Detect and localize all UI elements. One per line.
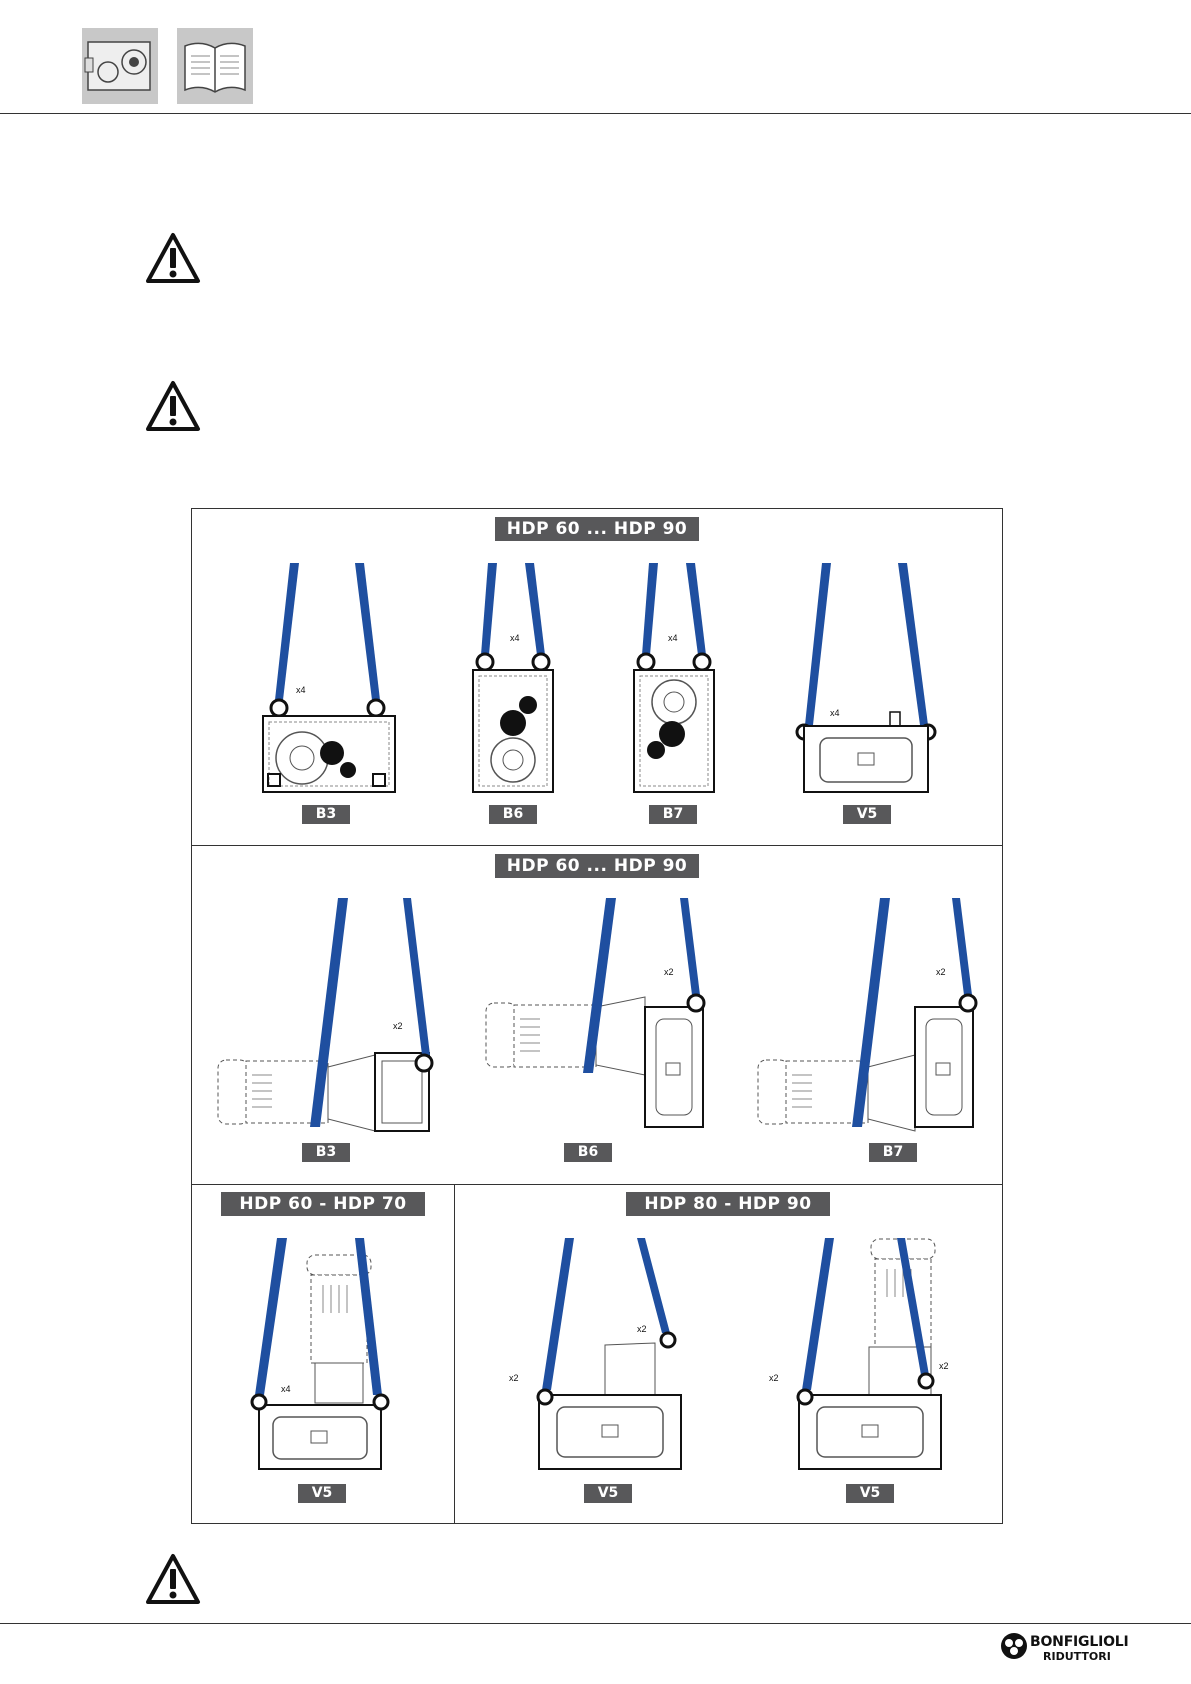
brand-subtitle: RIDUTTORI <box>1043 1650 1111 1663</box>
svg-text:x2: x2 <box>637 1324 647 1334</box>
gearmotor-b7-drawing <box>752 895 992 1135</box>
gearmotor-v5-hdp80-90-drawing <box>765 1235 955 1475</box>
mounting-position-label: B7 <box>649 805 697 824</box>
mounting-position-label: V5 <box>846 1484 894 1503</box>
gearmotor-b6-drawing <box>480 895 720 1135</box>
svg-text:x4: x4 <box>281 1384 291 1394</box>
section-title: HDP 60 ... HDP 90 <box>495 854 699 878</box>
bonfiglioli-logo-icon <box>1000 1632 1028 1660</box>
mounting-position-label: B3 <box>302 805 350 824</box>
section-title: HDP 80 - HDP 90 <box>626 1192 830 1216</box>
manual-book-icon <box>177 28 253 104</box>
svg-text:x2: x2 <box>939 1361 949 1371</box>
svg-text:x2: x2 <box>509 1373 519 1383</box>
gearbox-icon <box>82 28 158 104</box>
gearbox-b7-drawing <box>626 560 726 800</box>
section-title: HDP 60 ... HDP 90 <box>495 517 699 541</box>
gearbox-b6-drawing <box>465 560 565 800</box>
svg-text:x4: x4 <box>830 708 840 718</box>
mounting-position-label: V5 <box>843 805 891 824</box>
svg-text:x4: x4 <box>668 633 678 643</box>
mounting-position-label: B7 <box>869 1143 917 1162</box>
header-rule <box>0 113 1191 114</box>
svg-text:x2: x2 <box>393 1021 403 1031</box>
panel-divider <box>454 1184 455 1524</box>
svg-text:x2: x2 <box>936 967 946 977</box>
brand-name: BONFIGLIOLI <box>1030 1634 1129 1650</box>
svg-text:x4: x4 <box>510 633 520 643</box>
mounting-position-label: B3 <box>302 1143 350 1162</box>
gearmotor-v5-hdp60-70-drawing <box>245 1235 395 1475</box>
warning-triangle-icon <box>145 380 201 432</box>
gearbox-v5-drawing <box>790 560 940 800</box>
mounting-position-label: V5 <box>584 1484 632 1503</box>
section-title: HDP 60 - HDP 70 <box>221 1192 425 1216</box>
mounting-position-label: V5 <box>298 1484 346 1503</box>
warning-triangle-icon <box>145 1553 201 1605</box>
panel-divider <box>191 1184 1003 1185</box>
warning-triangle-icon <box>145 232 201 284</box>
footer-rule <box>0 1623 1191 1624</box>
mounting-position-label: B6 <box>564 1143 612 1162</box>
svg-text:x2: x2 <box>664 967 674 977</box>
gearmotor-v5-hdp80-90-drawing <box>505 1235 695 1475</box>
svg-text:x2: x2 <box>769 1373 779 1383</box>
gearmotor-b3-drawing <box>210 895 450 1135</box>
gearbox-b3-drawing <box>255 560 405 800</box>
panel-divider <box>191 845 1003 846</box>
svg-text:x4: x4 <box>296 685 306 695</box>
mounting-position-label: B6 <box>489 805 537 824</box>
